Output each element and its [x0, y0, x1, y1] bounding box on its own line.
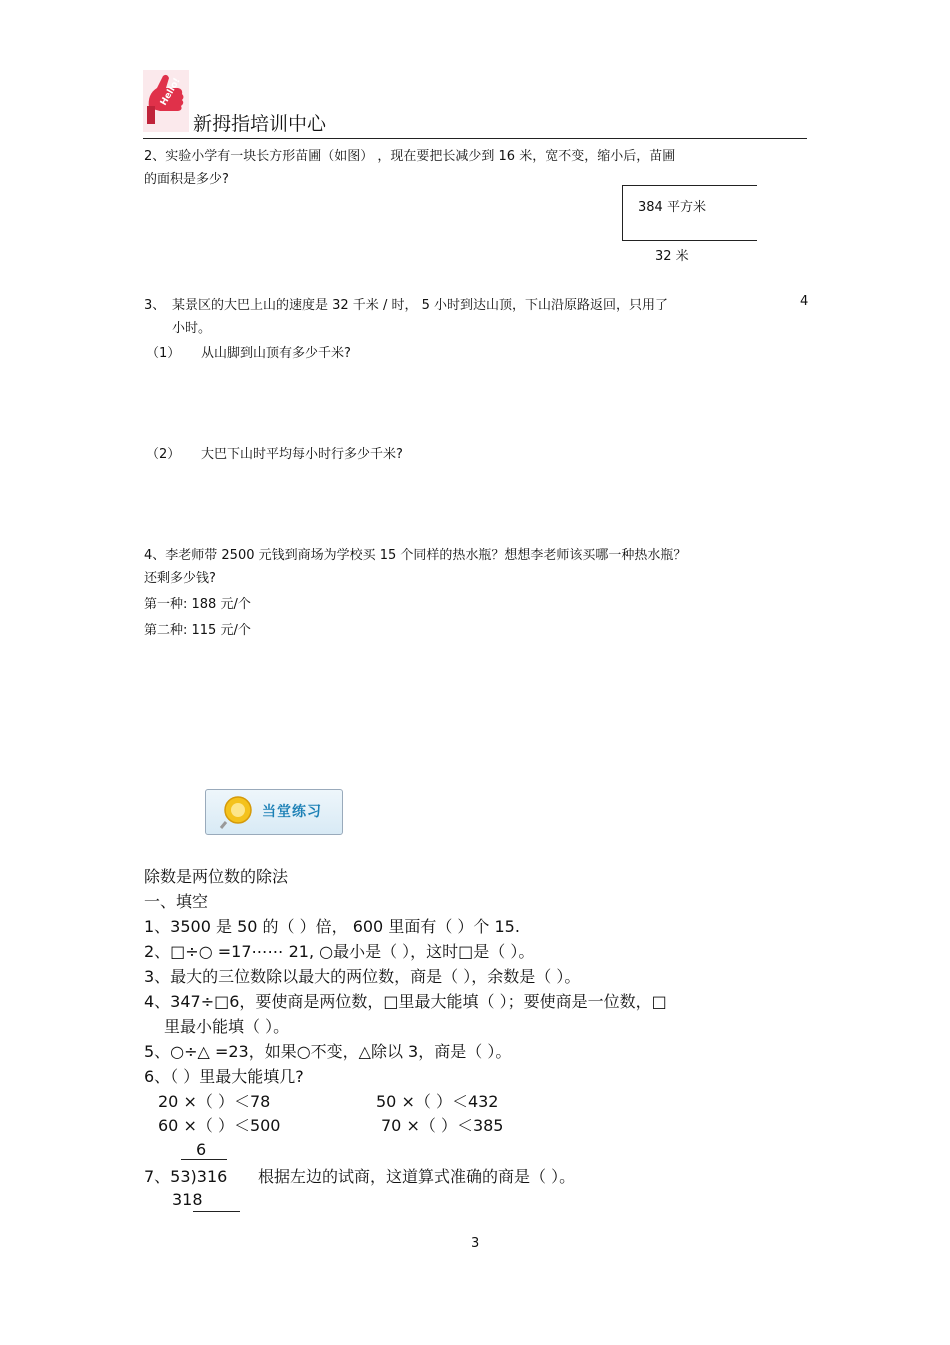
fill-item-3: 3、最大的三位数除以最大的两位数，商是（ ），余数是（ ）。 [144, 967, 581, 986]
q4-option2: 第二种: 115 元/个 [144, 623, 251, 638]
q4-option1: 第一种: 188 元/个 [144, 597, 251, 612]
practice-badge [205, 789, 343, 835]
q3-sub1: 从山脚到山顶有多少千米? [201, 346, 351, 361]
lightbulb-icon [218, 794, 256, 834]
q7-quotient: 6 [196, 1140, 207, 1159]
q7-text: 根据左边的试商，这道算式准确的商是（ ）。 [258, 1167, 576, 1186]
logo-text: Hello! [158, 76, 183, 108]
area-label: 384 平方米 [638, 200, 706, 215]
inequality-2a: 60 ×（ ）＜500 [158, 1116, 281, 1135]
page-number: 3 [471, 1236, 480, 1251]
q4-line1: 4、李老师带 2500 元钱到商场为学校买 15 个同样的热水瓶？想想李老师该买哪一种热水瓶？ [144, 548, 687, 563]
q7-problem: 7、53)316 [144, 1167, 228, 1186]
fill-item-2: 2、□÷○ =17⋯⋯ 21, ○最小是（ ），这时□是（ ）。 [144, 942, 535, 961]
q2-line2: 的面积是多少? [144, 172, 229, 187]
header-rule [143, 138, 807, 139]
q2-line1: 2、实验小学有一块长方形苗圃（如图） ，现在要把长减少到 16 米，宽不变，缩小后，苗圃 [144, 149, 676, 164]
org-name: 新拇指培训中心 [193, 113, 327, 135]
q3-line2: 小时。 [172, 321, 212, 336]
q7-quotient-line [181, 1159, 227, 1160]
width-label: 32 米 [655, 249, 689, 264]
q3-sub2: 大巴下山时平均每小时行多少千米? [201, 447, 403, 462]
part1-heading: 一、填空 [144, 892, 209, 911]
fill-item-6: 6、（ ）里最大能填几? [144, 1067, 304, 1086]
section-title: 除数是两位数的除法 [144, 867, 289, 886]
fill-item-1: 1、3500 是 50 的（ ）倍， 600 里面有（ ）个 15. [144, 917, 520, 936]
hello-logo [143, 70, 189, 132]
fill-item-5: 5、○÷△ =23，如果○不变，△除以 3，商是（ ）。 [144, 1042, 512, 1061]
q3-sub2-number: （2） [146, 447, 181, 462]
q3-line1: 某景区的大巴上山的速度是 32 千米 / 时， 5 小时到达山顶，下山沿原路返回，只用了 [172, 298, 668, 313]
q3-sub1-number: （1） [146, 346, 181, 361]
q4-line2: 还剩多少钱? [144, 571, 216, 586]
fill-item-4-cont: 里最小能填（ ）。 [164, 1017, 290, 1036]
inequality-2b: 70 ×（ ）＜385 [381, 1116, 504, 1135]
fill-item-4: 4、347÷□6，要使商是两位数，□里最大能填（ ）；要使商是一位数，□ [144, 992, 667, 1011]
q7-product-line [193, 1211, 240, 1212]
practice-badge-text: 当堂练习 [262, 804, 322, 820]
q3-number: 3、 [144, 298, 166, 313]
q3-line1-end: 4 [800, 294, 809, 309]
q7-product: 318 [172, 1190, 203, 1209]
inequality-1a: 20 ×（ ）＜78 [158, 1092, 271, 1111]
inequality-1b: 50 ×（ ）＜432 [376, 1092, 499, 1111]
